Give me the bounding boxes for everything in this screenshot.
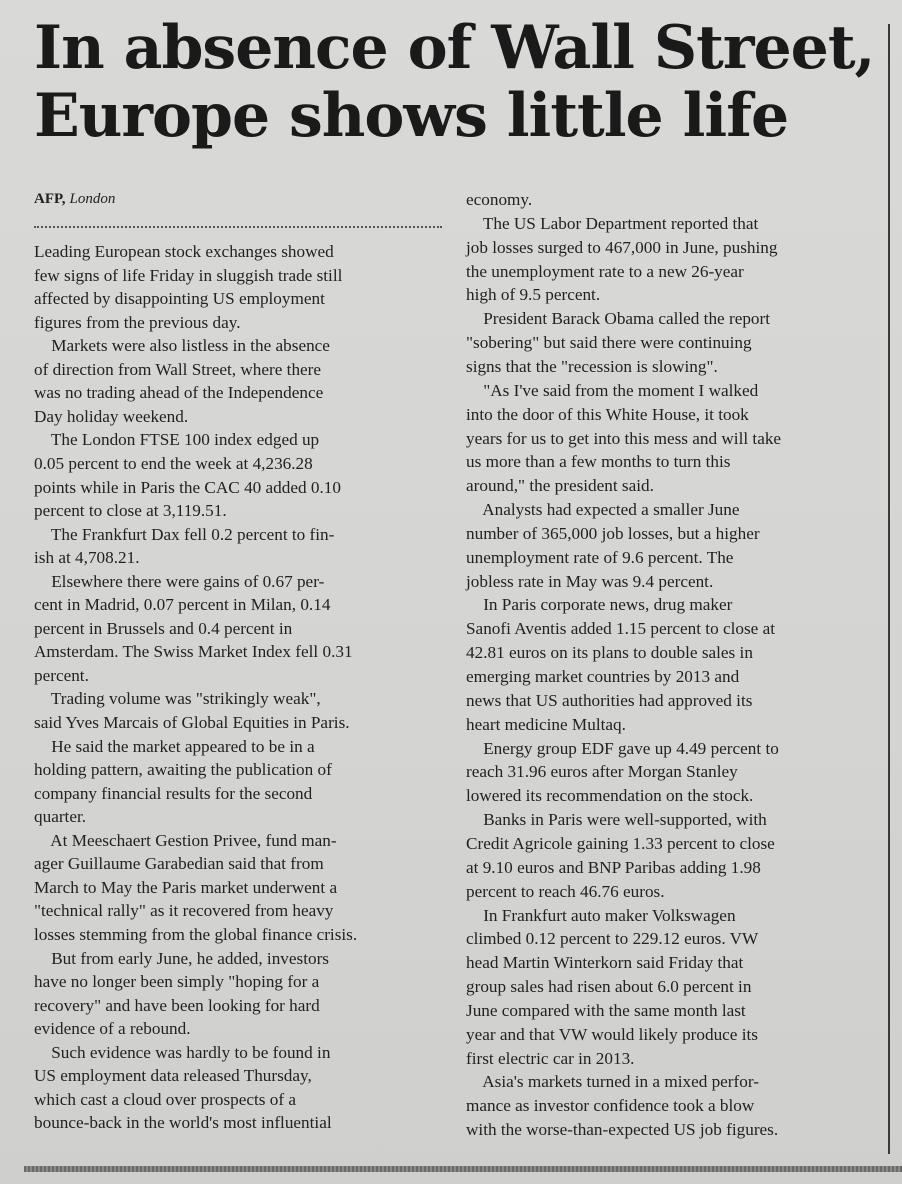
article-line: The US Labor Department reported that bbox=[466, 213, 759, 233]
article-line: March to May the Paris market underwent a bbox=[34, 877, 338, 897]
article-line: high of 9.5 percent. bbox=[466, 285, 601, 305]
byline-location: London bbox=[69, 191, 116, 207]
article-line: climbed 0.12 percent to 229.12 euros. VW bbox=[466, 929, 759, 949]
article-line: In Paris corporate news, drug maker bbox=[466, 595, 733, 615]
article-line: percent in Brussels and 0.4 percent in bbox=[34, 618, 293, 638]
article-line: In Frankfurt auto maker Volkswagen bbox=[466, 905, 736, 925]
article-line: "As I've said from the moment I walked bbox=[466, 380, 759, 400]
article-line: unemployment rate of 9.6 percent. The bbox=[466, 547, 734, 567]
dotted-divider bbox=[34, 226, 442, 228]
article-line: with the worse-than-expected US job figures. bbox=[466, 1120, 779, 1140]
article-line: "sobering" but said there were continuing bbox=[466, 333, 752, 353]
article-line: June compared with the same month last bbox=[466, 1000, 746, 1020]
headline-line-1: In absence of Wall Street, bbox=[34, 13, 875, 83]
article-line: few signs of life Friday in sluggish trade still bbox=[34, 265, 343, 285]
article-line: The Frankfurt Dax fell 0.2 percent to fin- bbox=[34, 524, 335, 544]
article-line: of direction from Wall Street, where there bbox=[34, 359, 322, 379]
article-line: Banks in Paris were well-supported, with bbox=[466, 810, 767, 830]
article-line: points while in Paris the CAC 40 added 0.10 bbox=[34, 477, 341, 497]
article-line: Credit Agricole gaining 1.33 percent to close bbox=[466, 833, 775, 853]
article-line: percent to close at 3,119.51. bbox=[34, 501, 227, 521]
article-line: the unemployment rate to a new 26-year bbox=[466, 261, 744, 281]
article-line: number of 365,000 job losses, but a higher bbox=[466, 523, 760, 543]
article-line: At Meeschaert Gestion Privee, fund man- bbox=[34, 830, 337, 850]
article-line: losses stemming from the global finance crisis. bbox=[34, 924, 358, 944]
article-line: 0.05 percent to end the week at 4,236.28 bbox=[34, 453, 313, 473]
article-line: recovery" and have been looking for hard bbox=[34, 995, 320, 1015]
article-line: But from early June, he added, investors bbox=[34, 948, 329, 968]
article-line: mance as investor confidence took a blow bbox=[466, 1096, 755, 1116]
article-line: first electric car in 2013. bbox=[466, 1048, 635, 1068]
article-line: Energy group EDF gave up 4.49 percent to bbox=[466, 738, 779, 758]
article-line: economy. bbox=[466, 190, 533, 209]
article-line: news that US authorities had approved its bbox=[466, 690, 753, 710]
article-line: years for us to get into this mess and will take bbox=[466, 428, 782, 448]
article-line: heart medicine Multaq. bbox=[466, 714, 626, 734]
article-line: US employment data released Thursday, bbox=[34, 1066, 312, 1086]
article-line: job losses surged to 467,000 in June, pushing bbox=[466, 237, 778, 257]
article-line: into the door of this White House, it took bbox=[466, 404, 749, 424]
article-line: evidence of a rebound. bbox=[34, 1019, 191, 1039]
article-line: 42.81 euros on its plans to double sales in bbox=[466, 643, 753, 663]
article-line: holding pattern, awaiting the publication of bbox=[34, 760, 332, 780]
article-line: quarter. bbox=[34, 807, 87, 827]
article-line: around," the president said. bbox=[466, 476, 654, 496]
article-line: jobless rate in May was 9.4 percent. bbox=[466, 571, 714, 591]
article-line: at 9.10 euros and BNP Paribas adding 1.98 bbox=[466, 857, 761, 877]
article-line: company financial results for the second bbox=[34, 783, 313, 803]
article-line: said Yves Marcais of Global Equities in Paris. bbox=[34, 713, 350, 732]
article-line: bounce-back in the world's most influential bbox=[34, 1113, 332, 1133]
bottom-rule bbox=[24, 1166, 902, 1172]
article-line: was no trading ahead of the Independence bbox=[34, 383, 324, 403]
article-line: group sales had risen about 6.0 percent in bbox=[466, 977, 752, 997]
article-line: Markets were also listless in the absence bbox=[34, 336, 330, 356]
article-line: He said the market appeared to be in a bbox=[34, 736, 315, 756]
article-line: President Barack Obama called the report bbox=[466, 309, 771, 329]
article-line: The London FTSE 100 index edged up bbox=[34, 430, 320, 450]
article-line: head Martin Winterkorn said Friday that bbox=[466, 953, 744, 973]
article-line: ager Guillaume Garabedian said that from bbox=[34, 854, 324, 874]
article-line: Analysts had expected a smaller June bbox=[466, 500, 740, 520]
article-line: Trading volume was "strikingly weak", bbox=[34, 689, 321, 709]
article-line: figures from the previous day. bbox=[34, 312, 241, 332]
article-line: year and that VW would likely produce its bbox=[466, 1024, 758, 1044]
article-line: reach 31.96 euros after Morgan Stanley bbox=[466, 762, 738, 782]
article-line: lowered its recommendation on the stock. bbox=[466, 786, 754, 806]
article-line: "technical rally" as it recovered from heavy bbox=[34, 901, 334, 921]
column-rule bbox=[888, 24, 890, 1154]
article-line: cent in Madrid, 0.07 percent in Milan, 0.14 bbox=[34, 595, 331, 615]
article-line: Asia's markets turned in a mixed perfor- bbox=[466, 1072, 759, 1092]
article-line: which cast a cloud over prospects of a bbox=[34, 1089, 297, 1109]
article-line: ish at 4,708.21. bbox=[34, 548, 140, 568]
article-line: affected by disappointing US employment bbox=[34, 289, 325, 309]
byline bbox=[34, 191, 115, 208]
article-line: signs that the "recession is slowing". bbox=[466, 356, 718, 376]
article-line: have no longer been simply "hoping for a bbox=[34, 972, 320, 992]
article-line: Such evidence was hardly to be found in bbox=[34, 1042, 331, 1062]
article-line: percent to reach 46.76 euros. bbox=[466, 881, 665, 901]
byline-source: AFP, bbox=[34, 191, 66, 207]
headline bbox=[34, 14, 884, 150]
article-line: us more than a few months to turn this bbox=[466, 452, 731, 472]
article-line: Day holiday weekend. bbox=[34, 406, 189, 426]
headline-line-2: Europe shows little life bbox=[34, 81, 789, 151]
article-line: Leading European stock exchanges showed bbox=[34, 242, 334, 261]
article-line: Amsterdam. The Swiss Market Index fell 0.31 bbox=[34, 642, 353, 662]
article-line: percent. bbox=[34, 665, 89, 685]
article-line: emerging market countries by 2013 and bbox=[466, 667, 740, 686]
article-line: Elsewhere there were gains of 0.67 per- bbox=[34, 571, 325, 591]
article-line: Sanofi Aventis added 1.15 percent to close at bbox=[466, 619, 775, 639]
